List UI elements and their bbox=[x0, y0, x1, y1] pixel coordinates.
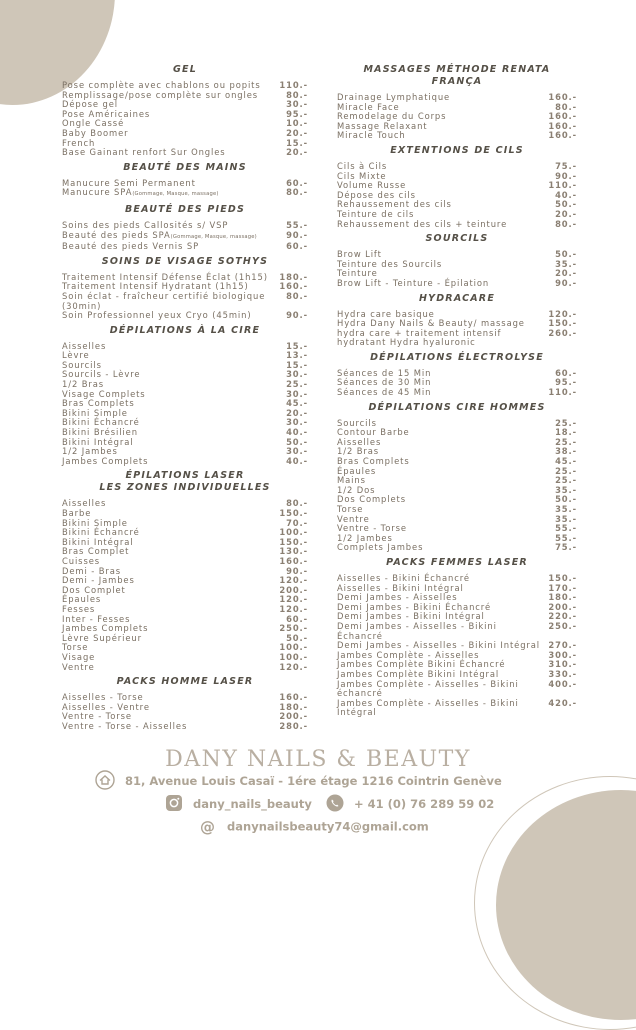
phone-number: + 41 (0) 76 289 59 02 bbox=[354, 797, 495, 811]
service-name-text: Brow Lift bbox=[337, 249, 382, 260]
service-name-text: hydra care + traitement intensif hydratant Hydra hyaluronic bbox=[337, 327, 502, 348]
price-row bbox=[62, 457, 308, 467]
service-price: 90.- bbox=[286, 565, 308, 576]
service-name-text: Pose complète avec chablons ou popits bbox=[62, 80, 261, 90]
service-name-text: Bras Complets bbox=[337, 456, 410, 467]
service-name bbox=[337, 505, 555, 515]
price-row bbox=[337, 388, 577, 398]
price-row bbox=[337, 467, 577, 477]
section-title: EXTENTIONS DE CILS bbox=[390, 144, 524, 156]
service-name-text: Jambes Complète - Aisselles bbox=[337, 649, 480, 660]
section-title: PACKS FEMMES LASER bbox=[386, 556, 528, 568]
service-name-text: Ongle Cassé bbox=[62, 118, 125, 129]
service-price: 20.- bbox=[555, 268, 577, 279]
section-title: DÉPILATIONS ÉLECTROLYSE bbox=[370, 351, 544, 363]
price-row bbox=[337, 699, 577, 718]
service-price: 25.- bbox=[286, 379, 308, 390]
service-price: 30.- bbox=[286, 417, 308, 428]
price-section bbox=[337, 233, 577, 288]
service-price: 200.- bbox=[279, 584, 308, 595]
service-name-text: Hydra care basique bbox=[337, 308, 435, 319]
service-name-text: Demi Jambes - Bikini Échancré bbox=[337, 601, 491, 612]
service-price: 15.- bbox=[286, 359, 308, 370]
price-section bbox=[62, 204, 308, 252]
service-price: 80.- bbox=[555, 218, 577, 229]
service-name-text: Teinture des Sourcils bbox=[337, 258, 443, 269]
section-title: BEAUTÉ DES PIEDS bbox=[124, 203, 246, 215]
service-name-text: Bikini Échancré bbox=[62, 417, 140, 428]
service-name-text: Bikini Simple bbox=[62, 407, 128, 418]
service-name-text: Sourcils bbox=[62, 359, 102, 370]
service-name-text: Demi - Bras bbox=[62, 565, 122, 576]
service-price: 80.- bbox=[286, 498, 308, 509]
price-row bbox=[62, 129, 308, 139]
section-title: SOINS DE VISAGE SOTHYS bbox=[101, 255, 269, 267]
service-name-text: Dépose gel bbox=[62, 99, 119, 110]
service-name-text: Miracle Face bbox=[337, 101, 400, 112]
service-name bbox=[62, 188, 286, 200]
service-price: 50.- bbox=[286, 632, 308, 643]
service-price: 200.- bbox=[548, 601, 577, 612]
home-icon bbox=[95, 770, 115, 793]
service-name-text: Jambes Complète Bikini Échancré bbox=[337, 659, 506, 670]
section-title: MASSAGES MÉTHODE RENATA FRANÇA bbox=[363, 64, 551, 87]
service-name-text: Brow Lift - Teinture - Épilation bbox=[337, 277, 490, 288]
service-name-text: Demi Jambes - Aisselles bbox=[337, 592, 458, 603]
service-name-text: Contour Barbe bbox=[337, 427, 410, 438]
service-name-text: Séances de 45 Min bbox=[337, 387, 432, 398]
price-section bbox=[337, 352, 577, 398]
service-name bbox=[337, 131, 548, 141]
at-icon: @ bbox=[200, 818, 215, 836]
service-name bbox=[62, 242, 286, 252]
service-name-text: Bikini Brésilien bbox=[62, 427, 138, 438]
service-name-text: Sourcils - Lèvre bbox=[62, 369, 141, 380]
service-name bbox=[62, 663, 279, 673]
service-name bbox=[62, 722, 279, 732]
service-price: 45.- bbox=[286, 398, 308, 409]
service-price: 180.- bbox=[279, 701, 308, 712]
whatsapp-icon bbox=[326, 794, 344, 815]
service-price: 95.- bbox=[286, 108, 308, 119]
address-row bbox=[95, 770, 502, 793]
service-price: 120.- bbox=[279, 661, 308, 672]
service-name-text: Beauté des pieds SPA bbox=[62, 229, 171, 240]
service-price: 20.- bbox=[555, 208, 577, 219]
service-name-text: Lèvre bbox=[62, 350, 90, 361]
service-price: 160.- bbox=[548, 130, 577, 141]
service-price: 50.- bbox=[555, 199, 577, 210]
service-name-text: Miracle Touch bbox=[337, 130, 406, 141]
service-price: 30.- bbox=[286, 388, 308, 399]
service-name bbox=[337, 279, 555, 289]
price-row bbox=[62, 595, 308, 605]
service-name bbox=[337, 622, 548, 641]
service-name bbox=[337, 467, 555, 477]
service-name-text: Manucure SPA bbox=[62, 187, 133, 198]
service-note: (Gommage, Masque, massage) bbox=[132, 191, 219, 198]
price-section bbox=[337, 145, 577, 229]
service-price: 90.- bbox=[555, 170, 577, 181]
service-name-text: Base Gainant renfort Sur Ongles bbox=[62, 147, 226, 158]
service-name-text: Bras Complet bbox=[62, 546, 130, 557]
service-name-text: Ventre bbox=[62, 661, 95, 672]
service-price: 15.- bbox=[286, 340, 308, 351]
service-name-text: Traitement Intensif Défense Éclat (1h15) bbox=[62, 271, 268, 282]
service-price: 150.- bbox=[279, 508, 308, 518]
service-name bbox=[62, 129, 286, 139]
service-price: 80.- bbox=[286, 89, 308, 100]
service-name bbox=[62, 457, 286, 467]
section-title: HYDRACARE bbox=[418, 292, 496, 304]
service-price: 40.- bbox=[286, 455, 308, 466]
price-row bbox=[337, 220, 577, 230]
service-price: 100.- bbox=[279, 527, 308, 538]
service-name-text: Manucure Semi Permanent bbox=[62, 177, 196, 188]
price-section bbox=[62, 64, 308, 158]
section-title: BEAUTÉ DES MAINS bbox=[123, 161, 247, 173]
price-row bbox=[337, 329, 577, 348]
price-row bbox=[62, 643, 308, 653]
service-name-text: 1/2 Bras bbox=[337, 446, 380, 457]
service-name-text: Cuisses bbox=[62, 555, 101, 566]
service-name-text: Bikini Intégral bbox=[62, 436, 134, 447]
service-name-text: Rehaussement des cils bbox=[337, 199, 452, 210]
price-row bbox=[337, 279, 577, 289]
service-price: 50.- bbox=[555, 494, 577, 505]
service-price: 110.- bbox=[279, 80, 308, 90]
service-price: 55.- bbox=[286, 219, 308, 230]
service-price: 160.- bbox=[548, 120, 577, 131]
price-section bbox=[62, 256, 308, 321]
service-price: 100.- bbox=[279, 651, 308, 662]
service-price: 18.- bbox=[555, 427, 577, 438]
service-name-text: 1/2 Dos bbox=[337, 484, 376, 495]
service-name bbox=[337, 495, 555, 505]
service-name-text: Aisselles bbox=[62, 340, 107, 351]
service-name-text: Barbe bbox=[62, 508, 92, 518]
service-price: 270.- bbox=[548, 640, 577, 651]
service-name-text: Baby Boomer bbox=[62, 127, 129, 138]
service-name-text: Séances de 15 Min bbox=[337, 367, 432, 378]
service-price: 20.- bbox=[286, 147, 308, 158]
service-name-text: Teinture bbox=[337, 268, 378, 279]
service-name-text: Soin Professionnel yeux Cryo (45min) bbox=[62, 310, 252, 321]
service-name-text: Bikini Simple bbox=[62, 517, 128, 528]
service-name-text: Dos Complet bbox=[62, 584, 126, 595]
service-name-text: Jambes Complète - Aisselles - Bikini Intégral bbox=[337, 697, 519, 718]
service-name-text: Inter - Fesses bbox=[62, 613, 131, 624]
price-section bbox=[337, 293, 577, 348]
price-column-right bbox=[337, 62, 577, 722]
price-row bbox=[337, 131, 577, 141]
service-name-text: Torse bbox=[337, 504, 364, 514]
service-price: 150.- bbox=[279, 536, 308, 547]
service-price: 100.- bbox=[279, 642, 308, 653]
service-name-text: 1/2 Jambes bbox=[337, 532, 393, 543]
service-price: 310.- bbox=[548, 659, 577, 670]
service-price: 80.- bbox=[286, 290, 308, 301]
price-row bbox=[337, 495, 577, 505]
service-price: 40.- bbox=[286, 427, 308, 438]
service-price: 13.- bbox=[286, 350, 308, 361]
service-price: 280.- bbox=[279, 720, 308, 731]
service-price: 55.- bbox=[555, 532, 577, 543]
service-name-text: Aisselles - Bikini Échancré bbox=[337, 572, 470, 583]
service-name-text: Aisselles - Bikini Intégral bbox=[337, 582, 464, 593]
price-column-left bbox=[62, 62, 308, 735]
price-section bbox=[62, 470, 308, 672]
service-price: 60.- bbox=[286, 177, 308, 188]
service-name-text: Séances de 30 Min bbox=[337, 377, 432, 388]
service-name bbox=[62, 148, 286, 158]
price-row bbox=[62, 292, 308, 311]
service-price: 10.- bbox=[286, 118, 308, 129]
service-name-text: Rehaussement des cils + teinture bbox=[337, 218, 508, 229]
service-price: 180.- bbox=[279, 271, 308, 282]
service-price: 50.- bbox=[555, 249, 577, 260]
price-section bbox=[62, 325, 308, 467]
service-name-text: Lèvre Supérieur bbox=[62, 632, 142, 643]
service-name-text: French bbox=[62, 137, 96, 148]
service-name-text: Traitement Intensif Hydratant (1h15) bbox=[62, 281, 249, 292]
service-name-text: Remplissage/pose complète sur ongles bbox=[62, 89, 259, 100]
service-name-text: Cils à Cils bbox=[337, 160, 388, 171]
footer bbox=[0, 746, 636, 836]
service-price: 80.- bbox=[555, 101, 577, 112]
service-price: 35.- bbox=[555, 484, 577, 495]
service-price: 25.- bbox=[555, 436, 577, 447]
service-price: 160.- bbox=[279, 281, 308, 292]
section-title: GEL bbox=[173, 64, 197, 75]
service-name-text: Cils Mixte bbox=[337, 170, 387, 181]
service-price: 60.- bbox=[286, 241, 308, 252]
service-price: 180.- bbox=[548, 592, 577, 603]
service-price: 90.- bbox=[555, 277, 577, 288]
service-name-text: Ventre bbox=[337, 513, 370, 524]
service-price: 75.- bbox=[555, 542, 577, 553]
service-name bbox=[62, 292, 286, 311]
price-row bbox=[337, 680, 577, 699]
phone-row[interactable] bbox=[326, 794, 494, 815]
service-price: 30.- bbox=[286, 99, 308, 110]
service-name-text: Visage Complets bbox=[62, 388, 146, 399]
price-row bbox=[62, 311, 308, 321]
service-name-text: Jambes Complète Bikini Intégral bbox=[337, 668, 500, 679]
service-name-text: Sourcils bbox=[337, 417, 377, 428]
service-price: 120.- bbox=[279, 594, 308, 605]
service-name bbox=[337, 329, 548, 348]
service-name-text: Bikini Échancré bbox=[62, 527, 140, 538]
service-name-text: Aisselles bbox=[62, 498, 107, 509]
service-price: 130.- bbox=[279, 546, 308, 557]
service-price: 20.- bbox=[286, 407, 308, 418]
service-price: 30.- bbox=[286, 369, 308, 380]
section-title: ÉPILATIONS LASER LES ZONES INDIVIDUELLES bbox=[99, 470, 271, 494]
service-price: 110.- bbox=[548, 180, 577, 191]
service-price: 25.- bbox=[555, 475, 577, 486]
service-price: 260.- bbox=[548, 327, 577, 338]
service-name-text: Bikini Intégral bbox=[62, 536, 134, 547]
service-price: 170.- bbox=[548, 582, 577, 593]
service-name bbox=[337, 680, 548, 699]
service-name-text: 1/2 Jambes bbox=[62, 446, 118, 457]
service-name bbox=[62, 342, 286, 352]
price-section bbox=[337, 64, 577, 141]
email-address: danynailsbeauty74@gmail.com bbox=[227, 819, 429, 834]
service-price: 25.- bbox=[555, 417, 577, 428]
service-price: 400.- bbox=[548, 678, 577, 689]
service-price: 220.- bbox=[548, 611, 577, 622]
service-name-text: Aisselles - Ventre bbox=[62, 701, 150, 712]
price-row bbox=[62, 342, 308, 352]
service-name-text: Ventre - Torse bbox=[337, 523, 407, 534]
service-name-text: Volume Russe bbox=[337, 180, 407, 191]
price-row bbox=[62, 722, 308, 732]
price-section bbox=[337, 557, 577, 718]
service-price: 75.- bbox=[555, 160, 577, 171]
price-section bbox=[62, 676, 308, 731]
service-name-text: Dépose des cils bbox=[337, 189, 416, 200]
service-price: 120.- bbox=[279, 575, 308, 586]
service-price: 60.- bbox=[555, 367, 577, 378]
service-price: 35.- bbox=[555, 513, 577, 524]
service-name-text: Drainage Lymphatique bbox=[337, 92, 451, 102]
service-name-text: Demi Jambes - Bikini Intégral bbox=[337, 611, 485, 622]
service-price: 160.- bbox=[548, 111, 577, 122]
service-name-text: Complets Jambes bbox=[337, 542, 424, 553]
service-name-text: Visage bbox=[62, 651, 96, 662]
price-row bbox=[337, 622, 577, 641]
brand-name: DANY NAILS & BEAUTY bbox=[165, 747, 471, 772]
service-price: 300.- bbox=[548, 649, 577, 660]
service-price: 200.- bbox=[279, 711, 308, 722]
service-name-text: Hydra Dany Nails & Beauty/ massage bbox=[337, 318, 525, 329]
price-row bbox=[62, 499, 308, 509]
service-name-text: Épaules bbox=[62, 594, 102, 605]
service-price: 15.- bbox=[286, 137, 308, 148]
service-name-text: Dos Complets bbox=[337, 494, 406, 505]
service-price: 45.- bbox=[555, 456, 577, 467]
service-name-text: Remodelage du Corps bbox=[337, 111, 447, 122]
instagram-row[interactable] bbox=[165, 794, 312, 815]
service-name bbox=[62, 499, 286, 509]
service-price: 38.- bbox=[555, 446, 577, 457]
service-name-text: Soins des pieds Callosités s/ VSP bbox=[62, 219, 229, 230]
service-price: 120.- bbox=[279, 603, 308, 614]
service-price: 90.- bbox=[286, 229, 308, 240]
service-name bbox=[337, 699, 548, 718]
service-price: 160.- bbox=[279, 692, 308, 703]
service-name bbox=[62, 634, 286, 644]
service-name-text: Demi - Jambes bbox=[62, 575, 135, 586]
service-name-text: Mains bbox=[337, 475, 366, 486]
service-name-text: Demi Jambes - Aisselles - Bikini Intégral bbox=[337, 640, 541, 651]
service-name-text: Teinture de cils bbox=[337, 208, 415, 219]
service-price: 30.- bbox=[286, 446, 308, 457]
service-price: 55.- bbox=[555, 523, 577, 534]
price-row bbox=[62, 634, 308, 644]
service-price: 330.- bbox=[548, 668, 577, 679]
price-row bbox=[62, 663, 308, 673]
service-price: 35.- bbox=[555, 504, 577, 514]
service-name-text: Massage Relaxant bbox=[337, 120, 428, 131]
service-name-text: Soin éclat - fraîcheur certifié biologique (30min) bbox=[62, 290, 266, 311]
service-name-text: Ventre - Torse - Aisselles bbox=[62, 720, 188, 731]
service-name bbox=[62, 311, 286, 321]
service-note: (Gommage, Masque, massage) bbox=[170, 233, 257, 240]
address-text: 81, Avenue Louis Casaï - 1ére étage 1216 Cointrin Genève bbox=[125, 774, 502, 788]
service-name-text: Jambes Complets bbox=[62, 455, 149, 466]
section-title: DÉPILATIONS À LA CIRE bbox=[109, 324, 261, 336]
service-price: 160.- bbox=[279, 555, 308, 566]
price-section bbox=[62, 162, 308, 200]
instagram-handle: dany_nails_beauty bbox=[193, 797, 312, 811]
service-price: 60.- bbox=[286, 613, 308, 624]
price-row bbox=[62, 188, 308, 200]
service-price: 160.- bbox=[548, 92, 577, 102]
service-name-text: Ventre - Torse bbox=[62, 711, 132, 722]
service-price: 150.- bbox=[548, 572, 577, 583]
service-price: 70.- bbox=[286, 517, 308, 528]
price-section bbox=[337, 402, 577, 553]
service-price: 250.- bbox=[548, 620, 577, 631]
service-name bbox=[337, 220, 555, 230]
service-name-text: Jambes Complète - Aisselles - Bikini échancré bbox=[337, 678, 519, 699]
price-row bbox=[337, 543, 577, 553]
price-row bbox=[62, 653, 308, 663]
section-title: DÉPILATIONS CIRE HOMMES bbox=[368, 401, 546, 413]
service-name-text: Aisselles - Torse bbox=[62, 692, 144, 703]
email-row[interactable] bbox=[200, 818, 429, 836]
service-name bbox=[337, 543, 555, 553]
service-name bbox=[337, 388, 548, 398]
service-price: 250.- bbox=[279, 623, 308, 634]
service-price: 110.- bbox=[548, 387, 577, 398]
service-price: 80.- bbox=[286, 187, 308, 198]
service-name-text: Beauté des pieds Vernis SP bbox=[62, 241, 200, 252]
service-name-text: Épaules bbox=[337, 465, 377, 476]
service-price: 40.- bbox=[555, 189, 577, 200]
instagram-icon bbox=[165, 794, 183, 815]
service-price: 90.- bbox=[286, 310, 308, 321]
service-price: 25.- bbox=[555, 465, 577, 476]
service-price: 420.- bbox=[548, 697, 577, 708]
section-title: PACKS HOMME LASER bbox=[116, 676, 254, 688]
service-name-text: Demi Jambes - Aisselles - Bikini Échancré bbox=[337, 620, 497, 641]
service-name-text: Pose Américaines bbox=[62, 108, 151, 119]
price-row bbox=[62, 148, 308, 158]
service-price: 120.- bbox=[548, 308, 577, 319]
service-price: 95.- bbox=[555, 377, 577, 388]
service-name-text: Bras Complets bbox=[62, 398, 135, 409]
service-price: 20.- bbox=[286, 127, 308, 138]
service-price: 50.- bbox=[286, 436, 308, 447]
price-row bbox=[337, 505, 577, 515]
service-name-text: Fesses bbox=[62, 603, 96, 614]
price-row bbox=[62, 242, 308, 252]
service-name-text: Jambes Complets bbox=[62, 623, 149, 634]
section-title: SOURCILS bbox=[425, 233, 489, 245]
service-name-text: Aisselles bbox=[337, 436, 382, 447]
service-name-text: 1/2 Bras bbox=[62, 379, 105, 390]
service-price: 150.- bbox=[548, 318, 577, 329]
service-name-text: Torse bbox=[62, 642, 89, 653]
service-price: 35.- bbox=[555, 258, 577, 269]
